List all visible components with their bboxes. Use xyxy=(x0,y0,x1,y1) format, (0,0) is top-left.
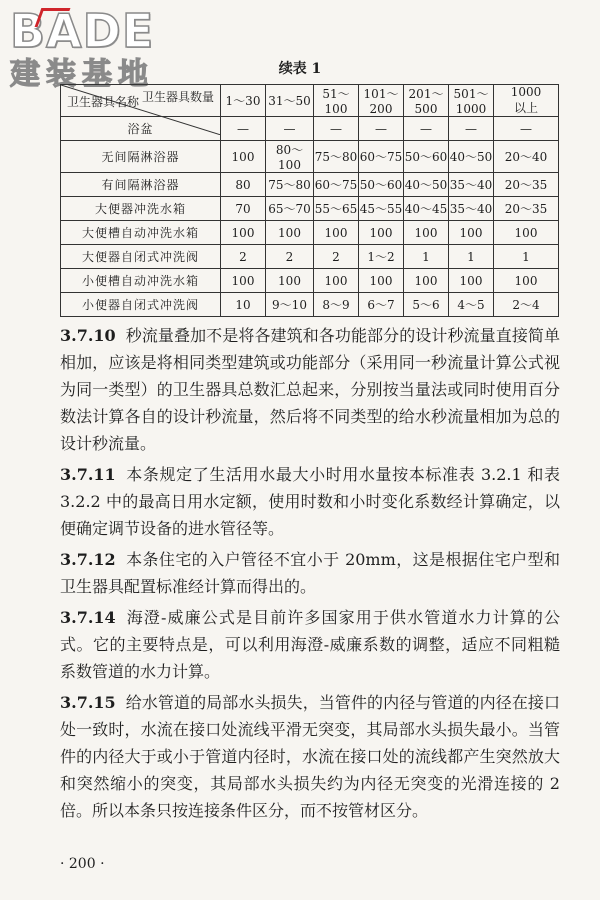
percentage-cell: 60～75 xyxy=(359,141,404,173)
percentage-cell: 35～40 xyxy=(449,173,494,197)
percentage-cell: — xyxy=(359,117,404,141)
percentage-cell: — xyxy=(404,117,449,141)
table-header-row xyxy=(61,85,559,117)
percentage-cell: 20～40 xyxy=(494,141,559,173)
percentage-cell: 100 xyxy=(359,221,404,245)
percentage-cell: 40～50 xyxy=(449,141,494,173)
percentage-cell: 20～35 xyxy=(494,173,559,197)
percentage-cell: 60～75 xyxy=(314,173,359,197)
percentage-cell: — xyxy=(266,117,314,141)
header-range: 51～ 100 xyxy=(314,85,359,117)
percentage-cell: 1～2 xyxy=(359,245,404,269)
percentage-cell: 100 xyxy=(221,221,266,245)
header-fixture-label: 卫生器具名称 xyxy=(67,95,140,109)
paragraph-3-7-14 xyxy=(60,604,560,685)
percentage-cell: 4～5 xyxy=(449,293,494,317)
percentage-cell: 40～50 xyxy=(404,173,449,197)
table-row xyxy=(61,141,559,173)
percentage-cell: 100 xyxy=(266,221,314,245)
header-range: 101～ 200 xyxy=(359,85,404,117)
percentage-cell: 100 xyxy=(221,141,266,173)
diagonal-header-cell xyxy=(61,85,221,117)
percentage-cell: 100 xyxy=(449,269,494,293)
percentage-cell: 2 xyxy=(314,245,359,269)
percentage-cell: 55～65 xyxy=(314,197,359,221)
percentage-cell: 100 xyxy=(221,269,266,293)
percentage-cell: 40～45 xyxy=(404,197,449,221)
percentage-cell: 45～55 xyxy=(359,197,404,221)
percentage-cell: 9～10 xyxy=(266,293,314,317)
percentage-cell: 100 xyxy=(404,221,449,245)
paragraph-3-7-10 xyxy=(60,322,560,457)
percentage-cell: 100 xyxy=(494,269,559,293)
section-number: 3.7.11 xyxy=(60,465,116,484)
percentage-cell: 100 xyxy=(359,269,404,293)
percentage-cell: — xyxy=(449,117,494,141)
percentage-cell: 5～6 xyxy=(404,293,449,317)
percentage-cell: 1 xyxy=(449,245,494,269)
paragraph-3-7-12 xyxy=(60,546,560,600)
percentage-cell: 80 xyxy=(221,173,266,197)
percentage-cell: 75～80 xyxy=(266,173,314,197)
paragraph-text: 海澄-威廉公式是目前许多国家用于供水管道水力计算的公式。它的主要特点是，可以利用海澄-威廉系数的调整，适应不同粗糙系数管道的水力计算。 xyxy=(60,608,560,681)
percentage-cell: 20～35 xyxy=(494,197,559,221)
percentage-cell: 100 xyxy=(404,269,449,293)
fixture-name-cell: 小便槽自动冲洗水箱 xyxy=(61,269,221,293)
percentage-cell: 80～100 xyxy=(266,141,314,173)
section-number: 3.7.12 xyxy=(60,550,116,569)
fixture-name-cell: 大便器自闭式冲洗阀 xyxy=(61,245,221,269)
fixture-name-cell: 小便器自闭式冲洗阀 xyxy=(61,293,221,317)
percentage-cell: 8～9 xyxy=(314,293,359,317)
table-row xyxy=(61,197,559,221)
table-row xyxy=(61,221,559,245)
percentage-cell: 100 xyxy=(449,221,494,245)
fixture-name-cell: 无间隔淋浴器 xyxy=(61,141,221,173)
percentage-cell: 10 xyxy=(221,293,266,317)
paragraph-3-7-15 xyxy=(60,689,560,824)
percentage-cell: 50～60 xyxy=(359,173,404,197)
fixture-name-cell: 大便槽自动冲洗水箱 xyxy=(61,221,221,245)
table-row xyxy=(61,293,559,317)
header-range: 31～50 xyxy=(266,85,314,117)
table-row xyxy=(61,269,559,293)
section-number: 3.7.14 xyxy=(60,608,116,627)
header-range: 1～30 xyxy=(221,85,266,117)
percentage-cell: 50～60 xyxy=(404,141,449,173)
percentage-cell: 35～40 xyxy=(449,197,494,221)
header-range: 201～ 500 xyxy=(404,85,449,117)
percentage-cell: 2 xyxy=(266,245,314,269)
percentage-cell: 100 xyxy=(314,269,359,293)
page-number: · 200 · xyxy=(60,856,105,872)
paragraph-text: 秒流量叠加不是将各建筑和各功能部分的设计秒流量直接简单相加，应该是将相同类型建筑或功能部分（采用同一秒流量计算公式视为同一类型）的卫生器具总数汇总起来，分别按当量法或同时使用百分数法计算各自的设计秒流量，然后将不同类型的给水秒流量相加为总的设计秒流量。 xyxy=(60,326,560,453)
percentage-cell: — xyxy=(221,117,266,141)
paragraph-text: 给水管道的局部水头损失，当管件的内径与管道的内径在接口处一致时，水流在接口处流线平滑无突变，其局部水头损失最小。当管件的内径大于或小于管道内径时，水流在接口处的流线都产生突然放大和突然缩小的突变，其局部水头损失约为内径无突变的光滑连接的 2 倍。所以本条只按连接条件区分，而不按管材区分。 xyxy=(60,693,560,820)
paragraph-text: 本条规定了生活用水最大小时用水量按本标准表 3.2.1 和表 3.2.2 中的最高日用水定额，使用时数和小时变化系数经计算确定，以便确定调节设备的进水管径等。 xyxy=(60,465,560,538)
percentage-cell: 1 xyxy=(494,245,559,269)
percentage-cell: 1 xyxy=(404,245,449,269)
paragraph-text: 本条住宅的入户管径不宜小于 20mm，这是根据住宅户型和卫生器具配置标准经计算而得出的。 xyxy=(60,550,560,596)
percentage-cell: — xyxy=(314,117,359,141)
table-caption: 续表 1 xyxy=(278,61,322,77)
fixture-table xyxy=(60,84,559,317)
table-row xyxy=(61,245,559,269)
fixture-name-cell: 有间隔淋浴器 xyxy=(61,173,221,197)
percentage-cell: 100 xyxy=(314,221,359,245)
brand-logo xyxy=(10,6,154,92)
fixture-name-cell: 大便器冲洗水箱 xyxy=(61,197,221,221)
header-range: 501～ 1000 xyxy=(449,85,494,117)
percentage-cell: 100 xyxy=(494,221,559,245)
percentage-cell: — xyxy=(494,117,559,141)
percentage-cell: 70 xyxy=(221,197,266,221)
table-row xyxy=(61,173,559,197)
logo-brand-text: BADE xyxy=(10,4,155,58)
logo-subtitle: 建装基地 xyxy=(10,57,154,92)
header-range: 1000 以上 xyxy=(494,85,559,117)
section-number: 3.7.15 xyxy=(60,693,116,712)
percentage-cell: 6～7 xyxy=(359,293,404,317)
header-quantity-label: 卫生器具数量 xyxy=(141,90,214,104)
fixture-name-cell: 浴盆 xyxy=(61,117,221,141)
percentage-cell: 100 xyxy=(266,269,314,293)
percentage-cell: 65～70 xyxy=(266,197,314,221)
section-number: 3.7.10 xyxy=(60,326,116,345)
percentage-cell: 75～80 xyxy=(314,141,359,173)
percentage-cell: 2～4 xyxy=(494,293,559,317)
percentage-cell: 2 xyxy=(221,245,266,269)
body-text xyxy=(60,322,560,828)
paragraph-3-7-11 xyxy=(60,461,560,542)
